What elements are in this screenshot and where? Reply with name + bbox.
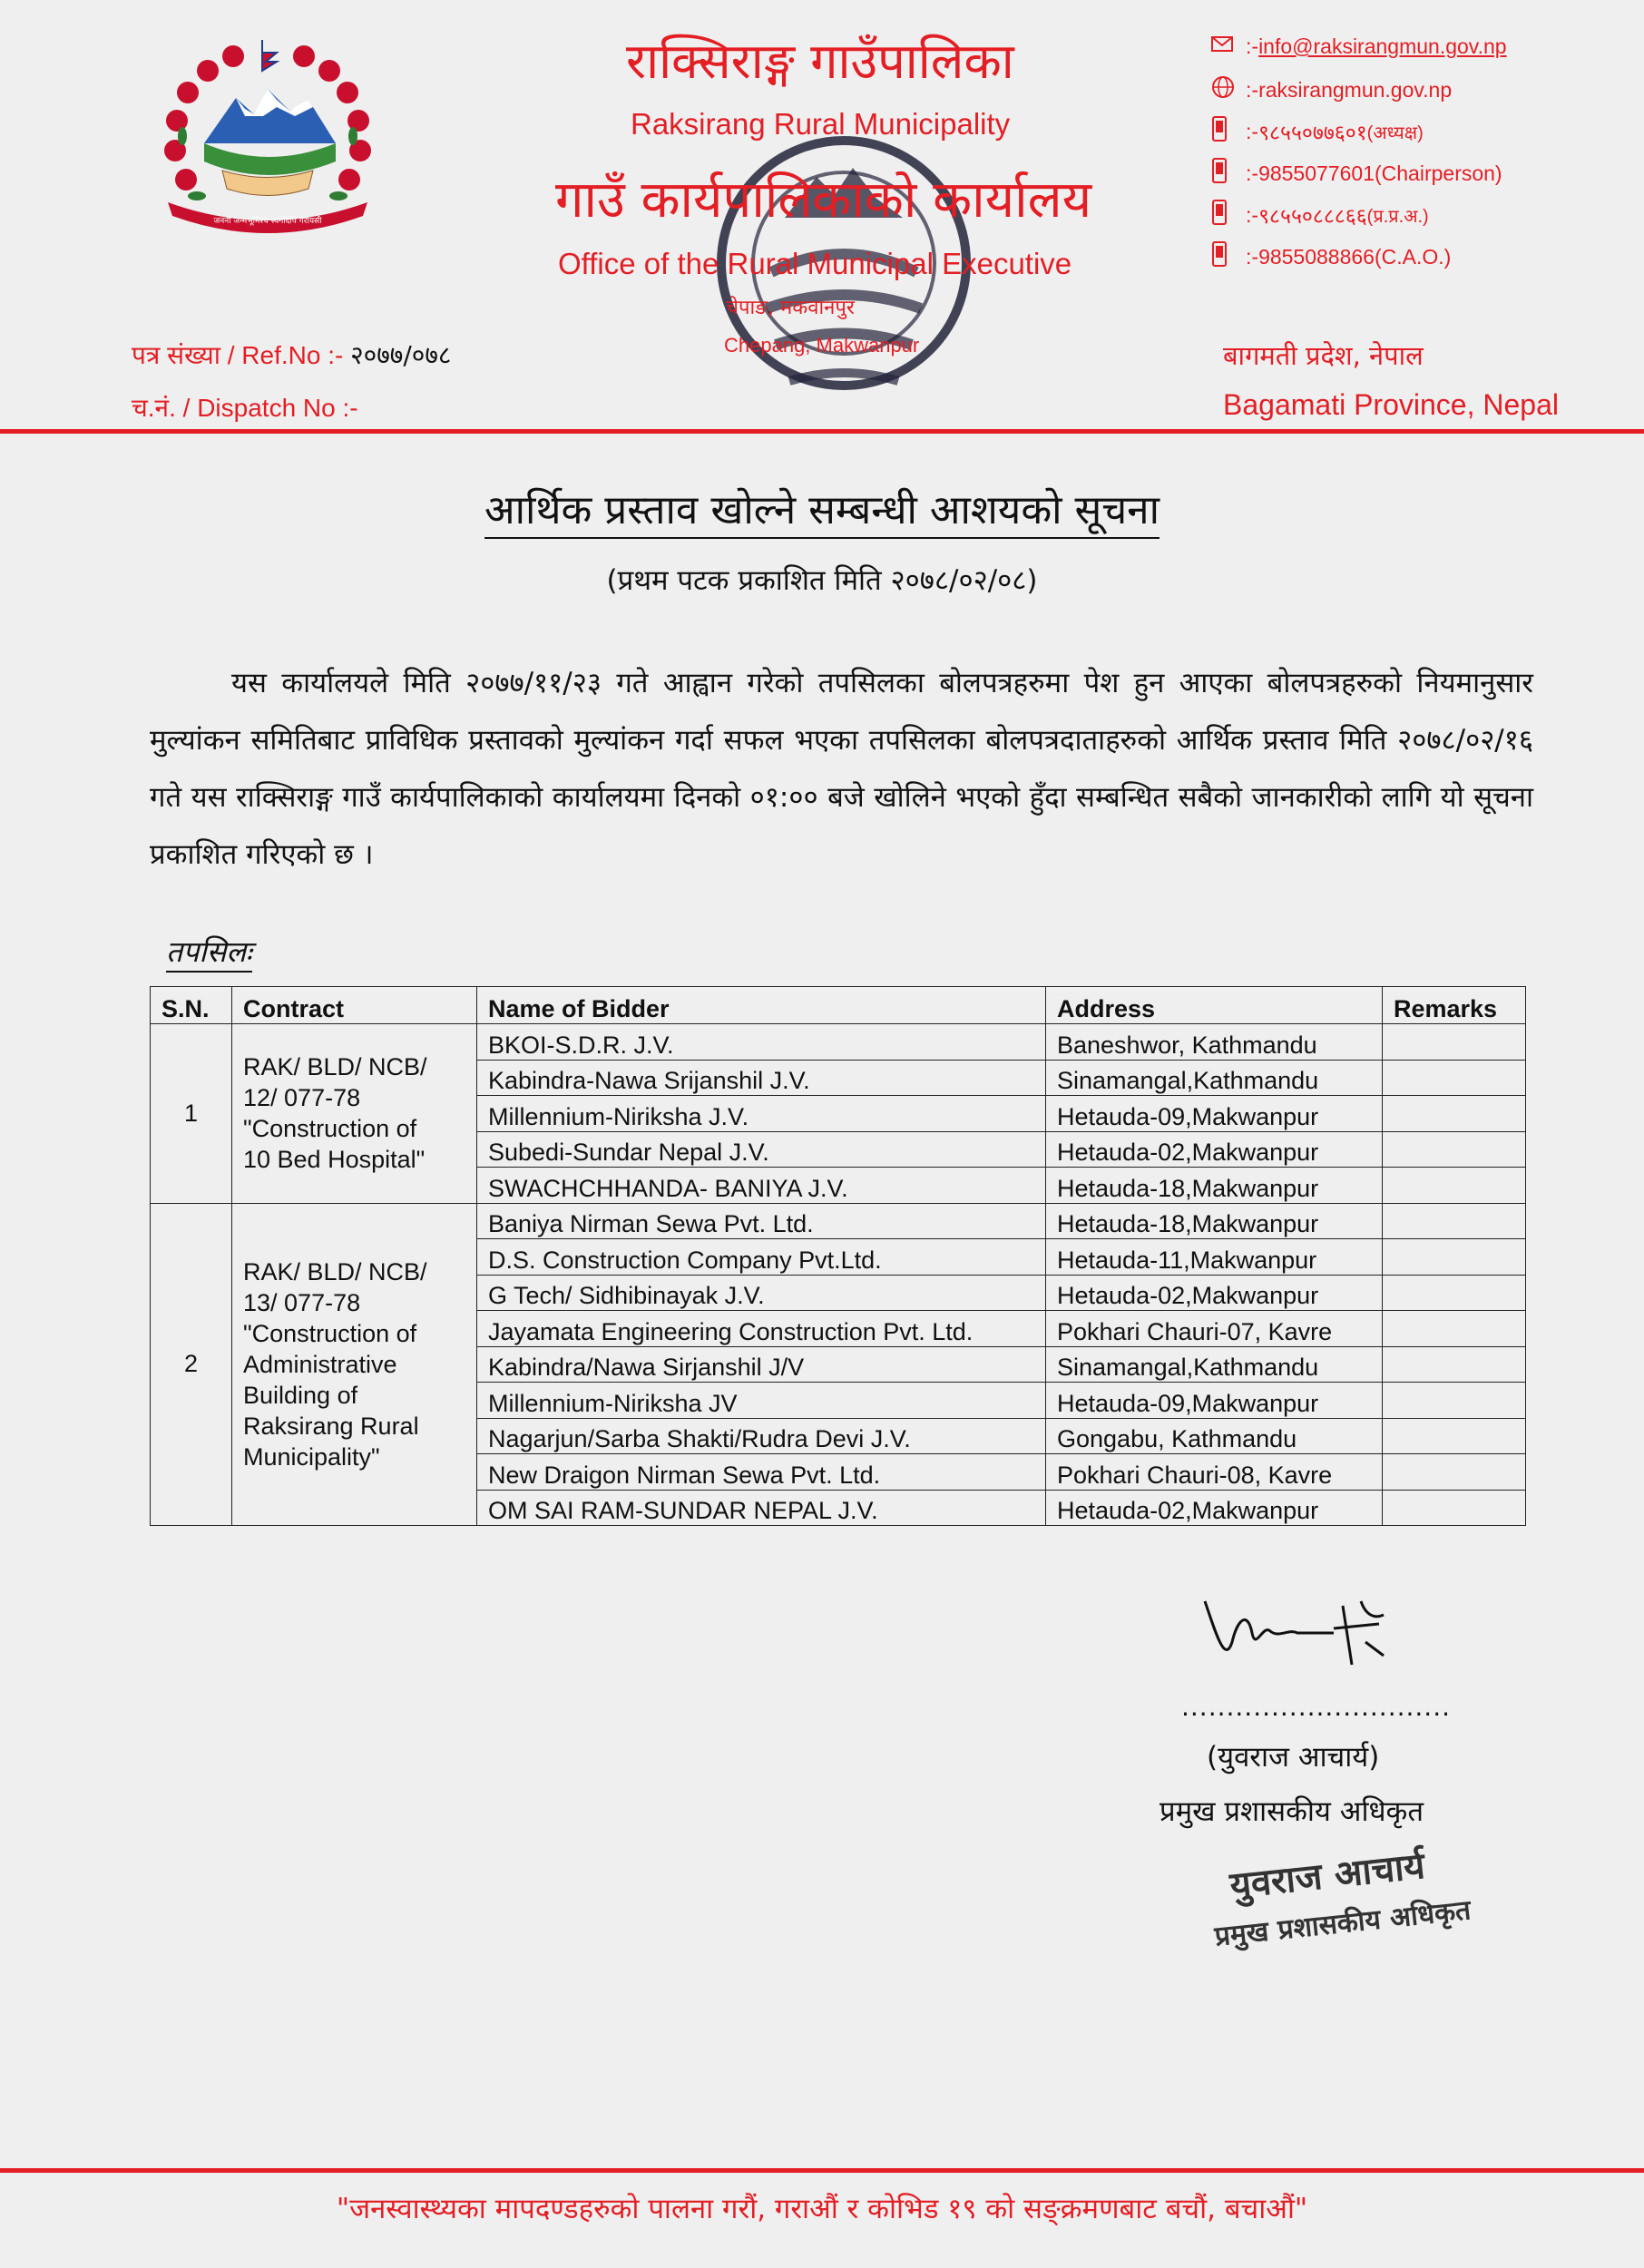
contact-website[interactable] bbox=[1211, 75, 1452, 104]
cell-address: Hetauda-11,Makwanpur bbox=[1046, 1239, 1383, 1276]
cell-remarks bbox=[1383, 1454, 1526, 1491]
cell-remarks bbox=[1383, 1490, 1526, 1526]
contact-prefix: :- bbox=[1246, 119, 1259, 143]
signatory-name: (युवराज आचार्य) bbox=[1207, 1741, 1380, 1774]
tapsil-label: तपसिलः bbox=[166, 932, 252, 973]
cell-address: Hetauda-02,Makwanpur bbox=[1046, 1275, 1383, 1311]
seal-name: युवराज आचार्य bbox=[1228, 1844, 1427, 1908]
cell-address: Baneshwor, Kathmandu bbox=[1046, 1024, 1383, 1061]
contact-email[interactable] bbox=[1211, 34, 1507, 59]
header-bidder: Name of Bidder bbox=[477, 987, 1046, 1024]
cell-remarks bbox=[1383, 1060, 1526, 1096]
cell-address: Hetauda-18,Makwanpur bbox=[1046, 1168, 1383, 1204]
contact-website-text: raksirangmun.gov.np bbox=[1258, 77, 1453, 102]
cell-address: Pokhari Chauri-07, Kavre bbox=[1046, 1311, 1383, 1347]
contact-prefix: :- bbox=[1246, 161, 1259, 185]
cell-address: Pokhari Chauri-08, Kavre bbox=[1046, 1454, 1383, 1491]
signatory-post: प्रमुख प्रशासकीय अधिकृत bbox=[1160, 1795, 1424, 1828]
cell-bidder: Baniya Nirman Sewa Pvt. Ltd. bbox=[477, 1203, 1046, 1239]
stamp-text-en: Chepang, Makwanpur bbox=[724, 334, 920, 357]
header-contract: Contract bbox=[232, 987, 477, 1024]
svg-text:जननी जन्मभूमिश्च स्वर्गादपि गर: जननी जन्मभूमिश्च स्वर्गादपि गरीयसी bbox=[213, 217, 322, 226]
mobile-icon bbox=[1211, 158, 1238, 189]
contact-role: (अध्यक्ष) bbox=[1366, 122, 1424, 143]
cell-bidder: Kabindra/Nawa Sirjanshil J/V bbox=[477, 1346, 1046, 1383]
notice-body: यस कार्यालयले मिति २०७७/११/२३ गते आह्वान गरेको तपसिलका बोलपत्रहरुमा पेश हुन आएका बोलपत्रहरुको नियमानुसार मुल्यांकन समितिबाट प्राविधिक प्रस्तावको मुल्यांकन गर्दा सफल भएका तपसिलका बोलपत्रदाताहरुको आर्थिक प्रस्ताव मिति २०७८/०२/१६ गते यस राक्सिराङ्ग गाउँ कार्यपालिकाको कार्यालयमा दिनको ०१:०० बजे खोलिने भएको हुँदा सम्बन्धित सबैको जानकारीको लागि यो सूचना प्रकाशित गरिएको छ । bbox=[150, 667, 1533, 871]
handwritten-signature bbox=[1198, 1579, 1415, 1678]
cell-address: Sinamangal,Kathmandu bbox=[1046, 1060, 1383, 1096]
cell-address: Hetauda-09,Makwanpur bbox=[1046, 1096, 1383, 1132]
cell-remarks bbox=[1383, 1383, 1526, 1419]
cell-sn: 2 bbox=[151, 1203, 232, 1526]
table-row bbox=[151, 1203, 1526, 1239]
notice-title bbox=[0, 481, 1644, 535]
cell-bidder: G Tech/ Sidhibinayak J.V. bbox=[477, 1275, 1046, 1311]
municipality-name-np: राक्सिराङ्ग गाउँपालिका bbox=[626, 33, 1014, 90]
footer-divider bbox=[0, 2168, 1644, 2173]
contact-phone-text: ९८५५०८८८६६ bbox=[1258, 204, 1367, 228]
footer-slogan: "जनस्वास्थ्यका मापदण्डहरुको पालना गरौं, गराऔं र कोभिड १९ को सङ्क्रमणबाट बचौं, बचाऔं" bbox=[336, 2193, 1308, 2225]
contact-phone-chair-en bbox=[1211, 158, 1502, 189]
cell-address: Hetauda-02,Makwanpur bbox=[1046, 1131, 1383, 1168]
contact-phone-text: 9855088866 bbox=[1258, 244, 1375, 269]
ref-value: २०७७/०७८ bbox=[350, 340, 452, 370]
contact-phone-cao-en bbox=[1211, 241, 1451, 272]
contact-phone-cao-np bbox=[1211, 200, 1429, 230]
seal-post: प्रमुख प्रशासकीय अधिकृत bbox=[1213, 1894, 1473, 1953]
ref-label: पत्र संख्या / Ref.No :- bbox=[132, 341, 351, 369]
header-sn: S.N. bbox=[151, 987, 232, 1024]
cell-remarks bbox=[1383, 1311, 1526, 1347]
contact-phone-text: 9855077601 bbox=[1258, 161, 1375, 185]
cell-address: Hetauda-18,Makwanpur bbox=[1046, 1203, 1383, 1239]
table-header-row bbox=[151, 987, 1526, 1024]
cell-contract: RAK/ BLD/ NCB/ 13/ 077-78 "Construction of Administrative Building of Raksirang Rural Municipality" bbox=[232, 1203, 477, 1526]
municipality-name-en: Raksirang Rural Municipality bbox=[631, 107, 1011, 141]
globe-icon bbox=[1211, 75, 1238, 104]
office-name-np: गाउँ कार्यपालिकाको कार्यालय bbox=[555, 171, 1092, 230]
cell-bidder: OM SAI RAM-SUNDAR NEPAL J.V. bbox=[477, 1490, 1046, 1526]
contact-phone-text: ९८५५०७७६०१ bbox=[1258, 121, 1367, 144]
cell-remarks bbox=[1383, 1203, 1526, 1239]
mobile-icon bbox=[1211, 241, 1238, 272]
cell-bidder: D.S. Construction Company Pvt.Ltd. bbox=[477, 1239, 1046, 1276]
table-row bbox=[151, 1024, 1526, 1061]
contact-role: (प्र.प्र.अ.) bbox=[1366, 206, 1429, 227]
stamp-text-np: चेपाङ, मकवानपुर bbox=[726, 297, 855, 319]
cell-address: Sinamangal,Kathmandu bbox=[1046, 1346, 1383, 1383]
cell-remarks bbox=[1383, 1024, 1526, 1061]
notice-title-text: आर्थिक प्रस्ताव खोल्ने सम्बन्धी आशयको सूचना bbox=[484, 487, 1160, 539]
cell-address: Hetauda-02,Makwanpur bbox=[1046, 1490, 1383, 1526]
cell-remarks bbox=[1383, 1168, 1526, 1204]
cell-address: Hetauda-09,Makwanpur bbox=[1046, 1383, 1383, 1419]
contact-prefix: :- bbox=[1246, 77, 1259, 102]
contact-prefix: :- bbox=[1246, 202, 1259, 227]
cell-bidder: Jayamata Engineering Construction Pvt. Ltd. bbox=[477, 1311, 1046, 1347]
bidder-table bbox=[150, 986, 1526, 1526]
contact-prefix: :- bbox=[1246, 244, 1259, 269]
cell-bidder: BKOI-S.D.R. J.V. bbox=[477, 1024, 1046, 1061]
cell-remarks bbox=[1383, 1418, 1526, 1454]
header-address: Address bbox=[1046, 987, 1383, 1024]
header-remarks: Remarks bbox=[1383, 987, 1526, 1024]
cell-bidder: Kabindra-Nawa Srijanshil J.V. bbox=[477, 1060, 1046, 1096]
cell-bidder: New Draigon Nirman Sewa Pvt. Ltd. bbox=[477, 1454, 1046, 1491]
contact-role: (Chairperson) bbox=[1374, 161, 1502, 185]
cell-bidder: Subedi-Sundar Nepal J.V. bbox=[477, 1131, 1046, 1168]
office-name-en: Office of the Rural Municipal Executive bbox=[558, 247, 1072, 280]
dispatch-number: च.नं. / Dispatch No :- bbox=[132, 394, 358, 422]
ref-number bbox=[132, 337, 451, 372]
email-icon bbox=[1211, 34, 1238, 59]
cell-remarks bbox=[1383, 1275, 1526, 1311]
contact-prefix: :- bbox=[1246, 34, 1259, 58]
cell-remarks bbox=[1383, 1239, 1526, 1276]
signature-line: .............................. bbox=[1181, 1692, 1452, 1722]
province-np: बागमती प्रदेश, नेपाल bbox=[1223, 340, 1424, 371]
contact-phone-chair-np bbox=[1211, 116, 1424, 147]
contact-email-text: info@raksirangmun.gov.np bbox=[1258, 34, 1507, 58]
mobile-icon bbox=[1211, 116, 1238, 147]
header-divider bbox=[0, 429, 1644, 434]
cell-address: Gongabu, Kathmandu bbox=[1046, 1418, 1383, 1454]
cell-bidder: Millennium-Niriksha JV bbox=[477, 1383, 1046, 1419]
cell-remarks bbox=[1383, 1346, 1526, 1383]
contact-role: (C.A.O.) bbox=[1374, 244, 1452, 269]
cell-bidder: Nagarjun/Sarba Shakti/Rudra Devi J.V. bbox=[477, 1418, 1046, 1454]
cell-remarks bbox=[1383, 1131, 1526, 1168]
cell-contract: RAK/ BLD/ NCB/ 12/ 077-78 "Construction of 10 Bed Hospital" bbox=[232, 1024, 477, 1204]
cell-sn: 1 bbox=[151, 1024, 232, 1204]
cell-bidder: Millennium-Niriksha J.V. bbox=[477, 1096, 1046, 1132]
province-en: Bagamati Province, Nepal bbox=[1223, 388, 1559, 421]
notice-subtitle: (प्रथम पटक प्रकाशित मिति २०७८/०२/०८) bbox=[606, 564, 1038, 597]
nepal-emblem-logo bbox=[150, 34, 386, 234]
cell-bidder: SWACHCHHANDA- BANIYA J.V. bbox=[477, 1168, 1046, 1204]
mobile-icon bbox=[1211, 200, 1238, 230]
cell-remarks bbox=[1383, 1096, 1526, 1132]
